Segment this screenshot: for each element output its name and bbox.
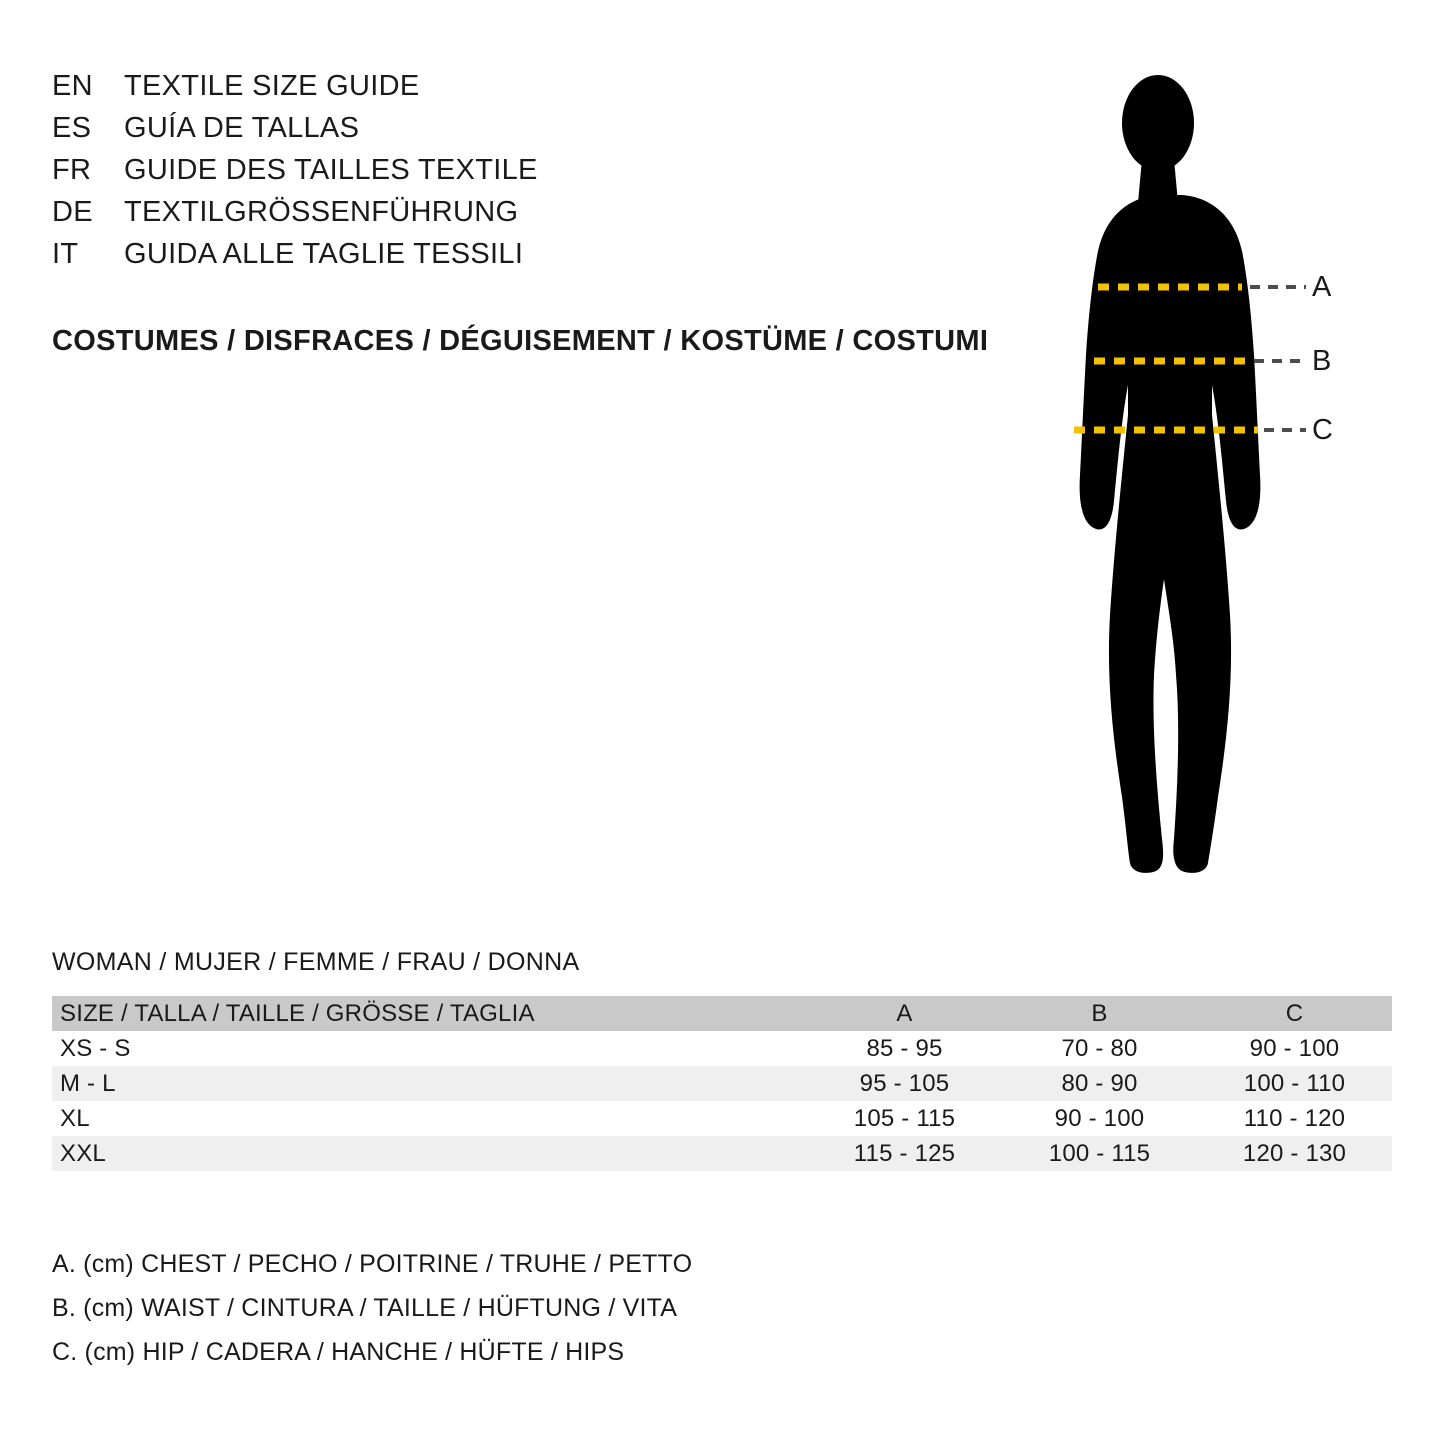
measurement-legend bbox=[52, 1242, 692, 1374]
cell-size: XXL bbox=[60, 1139, 106, 1167]
language-row bbox=[52, 112, 538, 154]
language-code: ES bbox=[52, 112, 92, 144]
legend-line-c: C. (cm) HIP / CADERA / HANCHE / HÜFTE / HIPS bbox=[52, 1338, 625, 1366]
female-silhouette-figure bbox=[1010, 55, 1390, 885]
cell-size: XL bbox=[60, 1104, 90, 1132]
language-list bbox=[52, 70, 538, 280]
cell-a: 85 - 95 bbox=[866, 1034, 943, 1062]
cell-b: 90 - 100 bbox=[1054, 1104, 1145, 1132]
table-header-row bbox=[52, 996, 1392, 1031]
column-header-size: SIZE / TALLA / TAILLE / GRÖSSE / TAGLIA bbox=[60, 999, 535, 1027]
language-label: TEXTILGRÖSSENFÜHRUNG bbox=[124, 196, 519, 228]
table-title: WOMAN / MUJER / FEMME / FRAU / DONNA bbox=[52, 948, 580, 976]
column-header-b: B bbox=[1091, 999, 1108, 1027]
language-row bbox=[52, 238, 538, 280]
size-table-body bbox=[52, 1031, 1392, 1171]
table-row bbox=[52, 1031, 1392, 1066]
cell-c: 90 - 100 bbox=[1249, 1034, 1340, 1062]
column-header-a: A bbox=[896, 999, 913, 1027]
table-row bbox=[52, 1066, 1392, 1101]
cell-b: 70 - 80 bbox=[1061, 1034, 1138, 1062]
cell-size: XS - S bbox=[60, 1034, 131, 1062]
legend-line-b: B. (cm) WAIST / CINTURA / TAILLE / HÜFTUNG / VITA bbox=[52, 1294, 678, 1322]
table-row bbox=[52, 1136, 1392, 1171]
marker-label-b: B bbox=[1312, 345, 1332, 377]
silhouette-icon bbox=[1080, 75, 1261, 873]
marker-label-c: C bbox=[1312, 414, 1333, 446]
cell-size: M - L bbox=[60, 1069, 116, 1097]
cell-b: 100 - 115 bbox=[1048, 1139, 1151, 1167]
language-row bbox=[52, 70, 538, 112]
cell-c: 120 - 130 bbox=[1242, 1139, 1347, 1167]
language-row bbox=[52, 154, 538, 196]
language-row bbox=[52, 196, 538, 238]
language-label: GUIDE DES TAILLES TEXTILE bbox=[124, 154, 538, 186]
cell-b: 80 - 90 bbox=[1061, 1069, 1138, 1097]
language-code: DE bbox=[52, 196, 93, 228]
language-label: TEXTILE SIZE GUIDE bbox=[124, 70, 420, 102]
cell-c: 110 - 120 bbox=[1243, 1104, 1346, 1132]
costumes-heading: COSTUMES / DISFRACES / DÉGUISEMENT / KOSTÜME / COSTUMI bbox=[52, 325, 989, 357]
table-row bbox=[52, 1101, 1392, 1136]
size-table bbox=[52, 996, 1392, 1171]
language-code: FR bbox=[52, 154, 92, 186]
cell-a: 105 - 115 bbox=[853, 1104, 956, 1132]
language-code: IT bbox=[52, 238, 79, 270]
legend-line-a: A. (cm) CHEST / PECHO / POITRINE / TRUHE / PETTO bbox=[52, 1250, 693, 1278]
size-table-head bbox=[52, 996, 1392, 1031]
language-label: GUIDA ALLE TAGLIE TESSILI bbox=[124, 238, 524, 270]
language-code: EN bbox=[52, 70, 93, 102]
column-header-c: C bbox=[1285, 999, 1304, 1027]
cell-a: 95 - 105 bbox=[859, 1069, 950, 1097]
marker-label-a: A bbox=[1312, 271, 1332, 303]
cell-a: 115 - 125 bbox=[853, 1139, 956, 1167]
cell-c: 100 - 110 bbox=[1243, 1069, 1346, 1097]
language-label: GUÍA DE TALLAS bbox=[124, 112, 360, 144]
